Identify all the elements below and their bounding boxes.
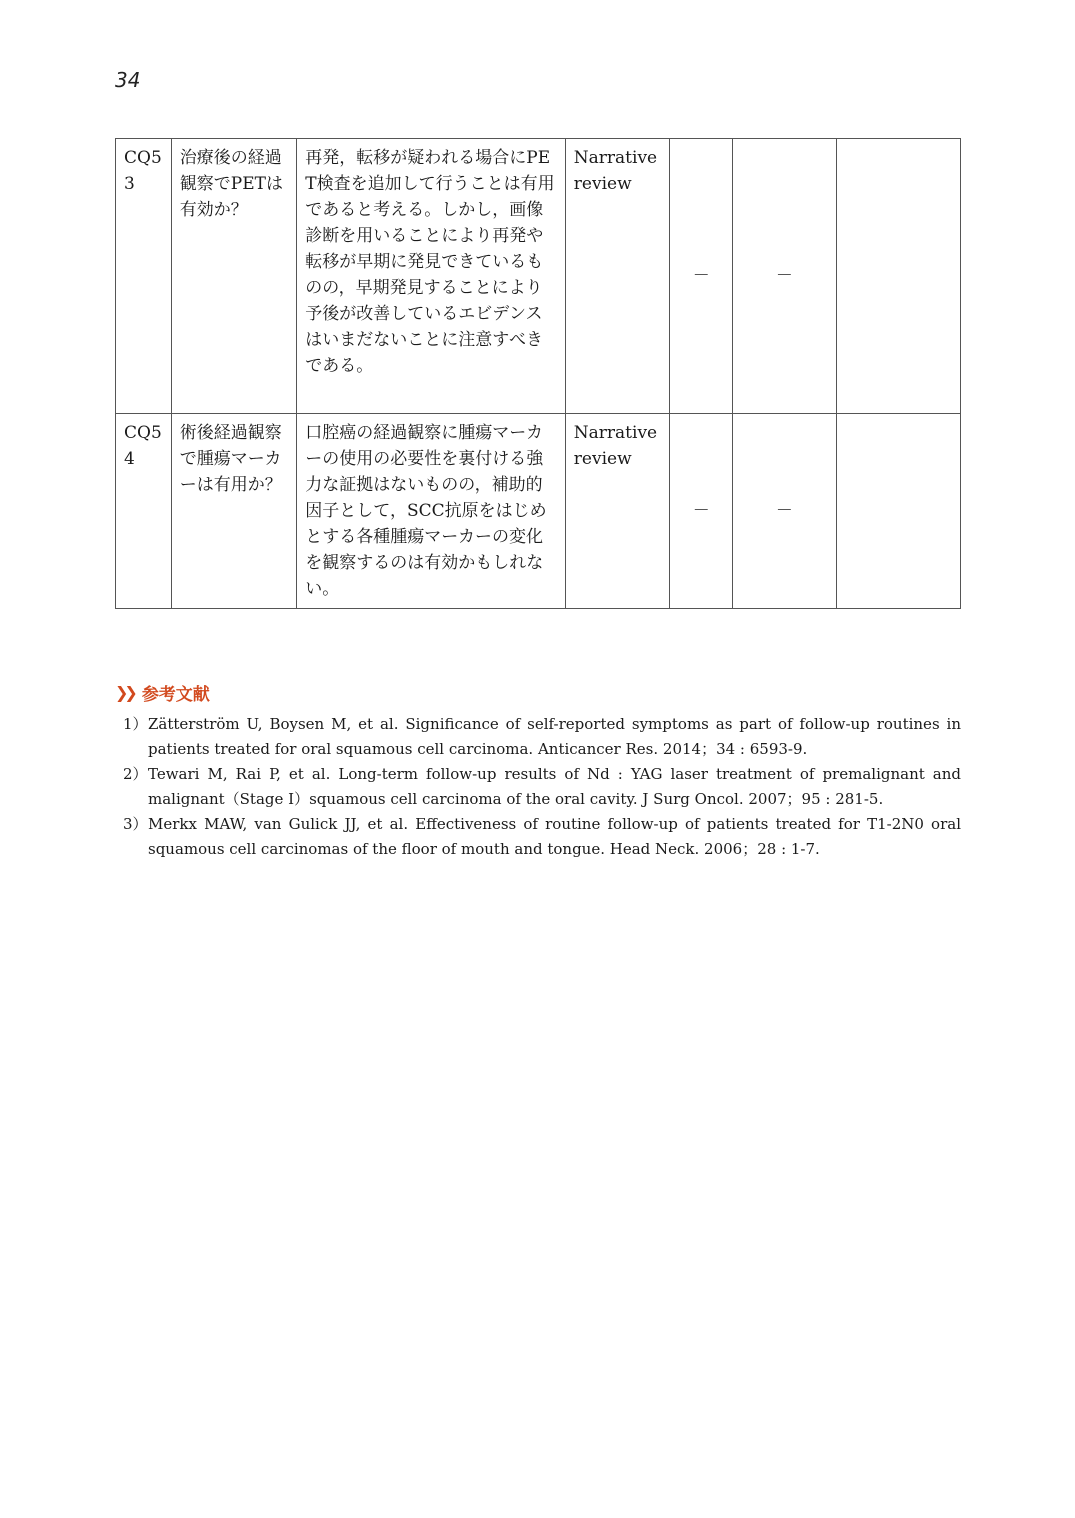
double-chevron-right-icon: ❯❯: [115, 683, 134, 702]
cq-id-cell: CQ53: [116, 139, 172, 414]
table-row: [116, 414, 961, 609]
references-list: [115, 712, 961, 862]
list-item: [115, 812, 961, 862]
reference-text: Merkx MAW, van Gulick JJ, et al. Effectiveness of routine follow-up of patients treated for T1-2N0 oral squamous cell carcinomas of the floor of mouth and tongue. Head Neck. 2006；28 : 1-7.: [148, 815, 961, 858]
answer-cell: 再発，転移が疑われる場合にPET検査を追加して行うことは有用であると考える。しかし，画像診断を用いることにより再発や転移が早期に発見できているものの，早期発見することにより予後が改善しているエビデンスはいまだないことに注意すべきである。: [297, 139, 565, 414]
recommendation-grade-cell: －: [733, 414, 836, 609]
references-heading: [115, 680, 210, 705]
review-type-cell: Narrative review: [565, 414, 670, 609]
question-cell: 治療後の経過観察でPETは有効か？: [171, 139, 297, 414]
recommendation-grade-cell: －: [733, 139, 836, 414]
list-item: [115, 712, 961, 762]
list-item: [115, 762, 961, 812]
evidence-level-cell: －: [670, 414, 733, 609]
cq-id-cell: CQ54: [116, 414, 172, 609]
table-row: [116, 139, 961, 414]
reference-text: Tewari M, Rai P, et al. Long-term follow-up results of Nd : YAG laser treatment of premalignant and malignant（Stage I）squamous cell carcinoma of the oral cavity. J Surg Oncol. 2007；95 : 281-5.: [148, 765, 961, 808]
notes-cell: [836, 414, 960, 609]
reference-number: 3）: [123, 815, 148, 833]
evidence-level-cell: －: [670, 139, 733, 414]
question-cell: 術後経過観察で腫瘍マーカーは有用か？: [171, 414, 297, 609]
reference-number: 2）: [123, 765, 148, 783]
notes-cell: [836, 139, 960, 414]
references-heading-label: 参考文献: [141, 685, 210, 705]
reference-number: 1）: [123, 715, 148, 733]
page-number: 34: [115, 68, 141, 92]
review-type-cell: Narrative review: [565, 139, 670, 414]
cq-table: [115, 138, 961, 609]
answer-cell: 口腔癌の経過観察に腫瘍マーカーの使用の必要性を裏付ける強力な証拠はないものの，補助的因子として，SCC抗原をはじめとする各種腫瘍マーカーの変化を観察するのは有効かもしれない。: [297, 414, 565, 609]
reference-text: Zätterström U, Boysen M, et al. Significance of self-reported symptoms as part of follow-up routines in patients treated for oral squamous cell carcinoma. Anticancer Res. 2014；34 : 6593-9.: [148, 715, 961, 758]
